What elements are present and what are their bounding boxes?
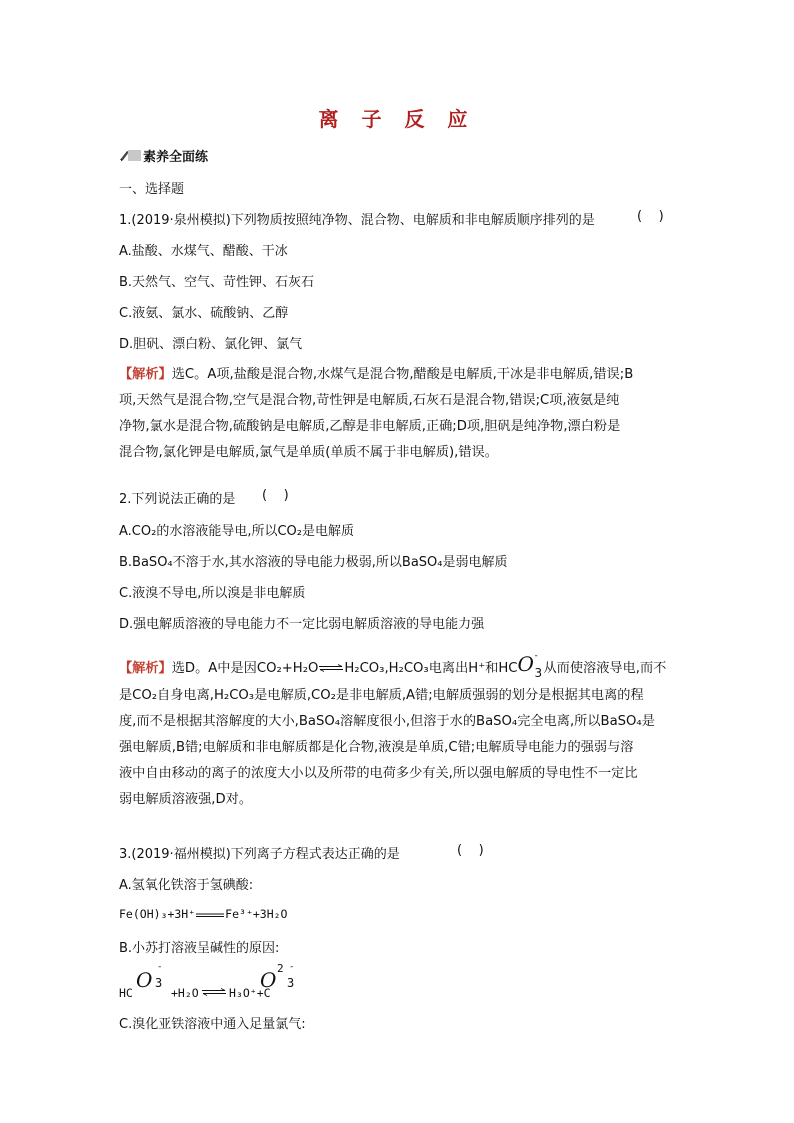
q2-analysis-line-3: 度,而不是根据其溶解度的大小,BaSO₄溶解度很小,但溶于水的BaSO₄完全电离,所以BaSO₄是 [119, 714, 655, 729]
q1-option-c: C.液氨、氯水、硫酸钠、乙醇 [119, 306, 289, 321]
q2-analysis-line-5: 液中自由移动的离子的浓度大小以及所带的电荷多少有关,所以强电解质的导电性不一定比 [119, 766, 638, 781]
q2-analysis-line-6: 弱电解质溶液强,D对。 [119, 792, 253, 807]
equilibrium-arrow-icon [318, 664, 344, 672]
section-badge-label: 素养全面练 [143, 149, 209, 165]
q2-option-b: B.BaSO₄不溶于水,其水溶液的导电能力极弱,所以BaSO₄是弱电解质 [119, 555, 508, 570]
q1-stem: 1.(2019·泉州模拟)下列物质按照纯净物、混合物、电解质和非电解质顺序排列的是 [119, 213, 595, 228]
q3-stem: 3.(2019·福州模拟)下列离子方程式表达正确的是 [119, 847, 400, 862]
q3-eq-b-sub1: 3 [155, 976, 163, 990]
formula-sub: 3 [534, 666, 543, 680]
equals-arrow-icon [195, 911, 225, 919]
formula-sup: - [534, 651, 538, 661]
q3-eq-b-sup1: - [157, 962, 163, 972]
q1-analysis-tag: 【解析】 [119, 367, 172, 382]
section-badge [119, 147, 208, 163]
q3-eq-b-sup2b: - [289, 962, 295, 972]
equilibrium-arrow-icon-2 [201, 988, 227, 996]
q3-option-b: B.小苏打溶液呈碱性的原因: [119, 941, 280, 956]
q2-analysis-line-2: 是CO₂自身电离,H₂CO₃是电解质,CO₂是非电解质,A错;电解质强弱的划分是根据其电离的程 [119, 688, 644, 703]
section-heading: 一、选择题 [119, 182, 185, 197]
q1-analysis-line-3: 净物,氯水是混合物,硫酸钠是电解质,乙醇是非电解质,正确;D项,胆矾是纯净物,漂白粉是 [119, 419, 621, 434]
q3-eq-a-right: Fe³⁺+3H₂O [225, 907, 288, 921]
q2-analysis-tag: 【解析】 [119, 661, 172, 676]
page-title: 离 子 反 应 [318, 107, 476, 131]
q1-answer-bracket: ( ) [637, 209, 664, 224]
q1-analysis-line-4: 混合物,氯化钾是电解质,氯气是单质(单质不属于非电解质),错误。 [119, 445, 498, 460]
bicarbonate-formula [517, 651, 543, 680]
q2-analysis-line-1b: H₂CO₃,H₂CO₃电离出H⁺和HC [344, 661, 518, 676]
q2-analysis-line-1c: 从而使溶液导电,而不 [543, 661, 667, 676]
q1-analysis [119, 362, 677, 466]
q2-option-c: C.液溴不导电,所以溴是非电解质 [119, 586, 306, 601]
q3-eq-a-left: Fe(OH)₃+3H⁺ [119, 907, 196, 921]
q2-option-a: A.CO₂的水溶液能导电,所以CO₂是电解质 [119, 524, 354, 539]
q3-eq-b-hc: HC [119, 986, 133, 1000]
q3-eq-b-o1: O [136, 968, 153, 992]
pencil-icon [119, 148, 141, 162]
q2-analysis [119, 651, 677, 813]
q3-eq-b-o2: O [260, 968, 277, 992]
formula-o: O [517, 652, 534, 676]
q3-option-a: A.氢氧化铁溶于氢碘酸: [119, 878, 254, 893]
q2-option-d: D.强电解质溶液的导电能力不一定比弱电解质溶液的导电能力强 [119, 617, 485, 632]
q3-eq-b-mid: +H₂O [171, 986, 199, 1000]
q1-analysis-line-2: 项,天然气是混合物,空气是混合物,苛性钾是电解质,石灰石是混合物,错误;C项,液氨是纯 [119, 393, 620, 408]
q2-answer-bracket: ( ) [262, 488, 289, 503]
q3-eq-b-right: H₃O⁺+C [229, 986, 271, 1000]
q2-stem: 2.下列说法正确的是 [119, 492, 236, 507]
q1-analysis-line-1: 选C。A项,盐酸是混合物,水煤气是混合物,醋酸是电解质,干冰是非电解质,错误;B [171, 367, 634, 382]
q2-analysis-line-1a: 选D。A中是因CO₂+H₂O [171, 661, 319, 676]
q2-analysis-line-4: 强电解质,B错;电解质和非电解质都是化合物,液溴是单质,C错;电解质导电能力的强弱与溶 [119, 740, 634, 755]
q3-eq-b-sup2: 2 [277, 962, 284, 975]
q1-option-d: D.胆矾、漂白粉、氯化钾、氯气 [119, 337, 303, 352]
q3-answer-bracket: ( ) [457, 843, 484, 858]
q3-option-c: C.溴化亚铁溶液中通入足量氯气: [119, 1017, 306, 1032]
q1-option-b: B.天然气、空气、苛性钾、石灰石 [119, 275, 315, 290]
q3-equation-a [119, 907, 287, 921]
q1-option-a: A.盐酸、水煤气、醋酸、干冰 [119, 244, 288, 259]
q3-eq-b-sub2: 3 [287, 976, 295, 990]
